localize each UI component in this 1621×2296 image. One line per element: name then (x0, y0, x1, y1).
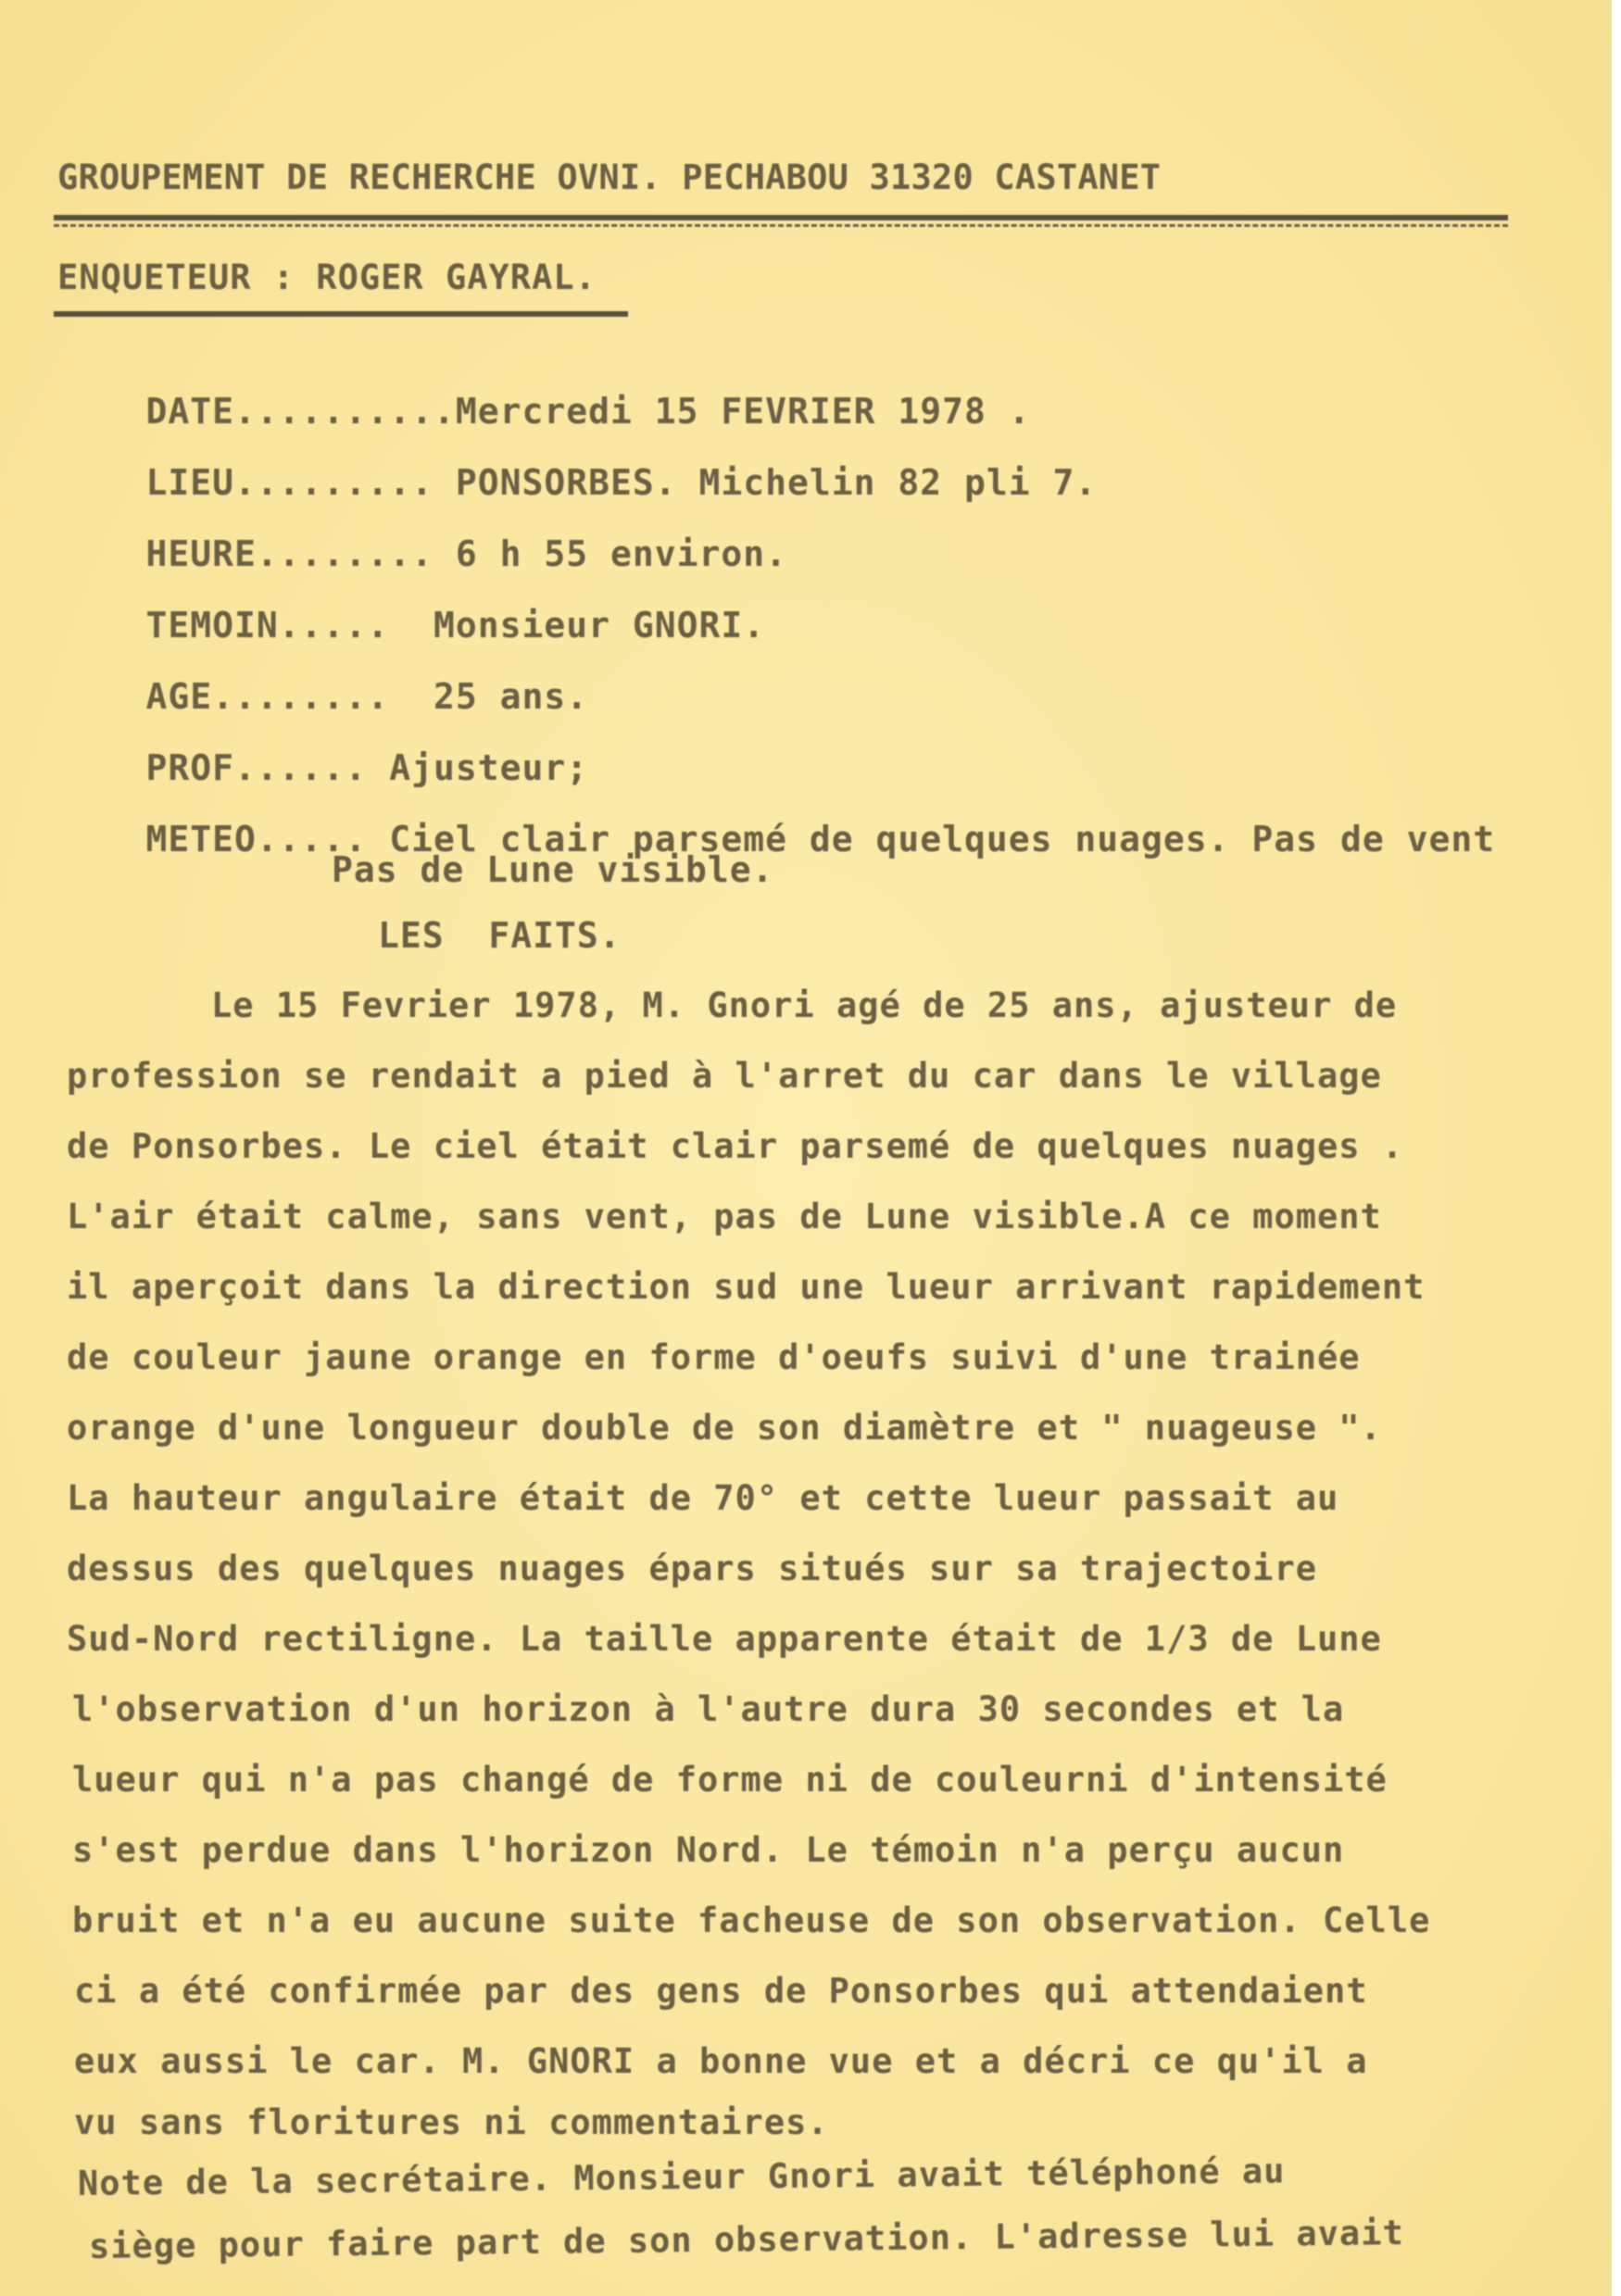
note-line: Note de la secrétaire. Monsieur Gnori avait téléphoné au (77, 2151, 1286, 2203)
organization-header: GROUPEMENT DE RECHERCHE OVNI. PECHABOU 31320 CASTANET (57, 157, 1162, 197)
body-line: orange d'une longueur double de son diamètre et " nuageuse ". (67, 1408, 1382, 1448)
field-key: AGE........ (145, 676, 434, 717)
field-key: PROF...... (145, 747, 390, 788)
body-line: profession se rendait a pied à l'arret du car dans le village (67, 1056, 1382, 1096)
field-value: 25 ans. (433, 676, 589, 717)
field-value: Monsieur GNORI. (433, 605, 766, 646)
field-value: Ciel clair parsemé de quelques nuages. Pas de vent (389, 819, 1496, 859)
field-key: HEURE........ (145, 533, 456, 574)
field-key: METEO..... (145, 819, 390, 859)
section-title: LES FAITS. (378, 915, 622, 956)
field-key: LIEU......... (145, 462, 456, 503)
body-line: eux aussi le car. M. GNORI a bonne vue et a décri ce qu'il a (74, 2041, 1368, 2081)
field-key: DATE.......... (145, 391, 456, 432)
body-line: bruit et n'a eu aucune suite facheuse de son observation. Celle (72, 1901, 1431, 1940)
field-key: TEMOIN..... (145, 605, 434, 646)
body-line: Sud-Nord rectiligne. La taille apparente était de 1/3 de Lune (67, 1619, 1382, 1659)
field-value: Mercredi 15 FEVRIER 1978 . (455, 391, 1031, 432)
field-weather (57, 778, 1495, 900)
body-line: dessus des quelques nuages épars situés sur sa trajectoire (67, 1549, 1318, 1588)
body-line: de Ponsorbes. Le ciel était clair parsemé de quelques nuages . (67, 1126, 1404, 1166)
body-line: Le 15 Fevrier 1978, M. Gnori agé de 25 ans, ajusteur de (211, 985, 1398, 1025)
body-line: il aperçoit dans la direction sud une lueur arrivant rapidement (67, 1267, 1426, 1307)
body-line: s'est perdue dans l'horizon Nord. Le témoin n'a perçu aucun (72, 1830, 1345, 1870)
header-rule (54, 215, 1508, 220)
field-value: PONSORBES. Michelin 82 pli 7. (455, 462, 1098, 503)
note-line: siège pour faire part de son observation. L'adresse lui avait (88, 2213, 1404, 2266)
body-line: vu sans floritures ni commentaires. (74, 2102, 829, 2142)
body-line: lueur qui n'a pas changé de forme ni de couleurni d'intensité (72, 1760, 1388, 1800)
weather-continuation: Pas de Lune visible. (332, 849, 774, 890)
investigator-line: ENQUETEUR : ROGER GAYRAL. (57, 257, 597, 297)
body-line: La hauteur angulaire était de 70° et cette lueur passait au (67, 1478, 1339, 1518)
body-line: ci a été confirmée par des gens de Ponsorbes qui attendaient (74, 1971, 1368, 2011)
body-line: l'observation d'un horizon à l'autre dura 30 secondes et la (72, 1689, 1345, 1729)
header-rule-secondary (54, 224, 1508, 227)
body-line: L'air était calme, sans vent, pas de Lune visible.A ce moment (67, 1197, 1382, 1236)
body-line: de couleur jaune orange en forme d'oeufs suivi d'une trainée (67, 1337, 1361, 1377)
field-value: 6 h 55 environ. (455, 533, 787, 574)
field-value: Ajusteur; (389, 747, 589, 788)
investigator-rule (54, 311, 628, 317)
